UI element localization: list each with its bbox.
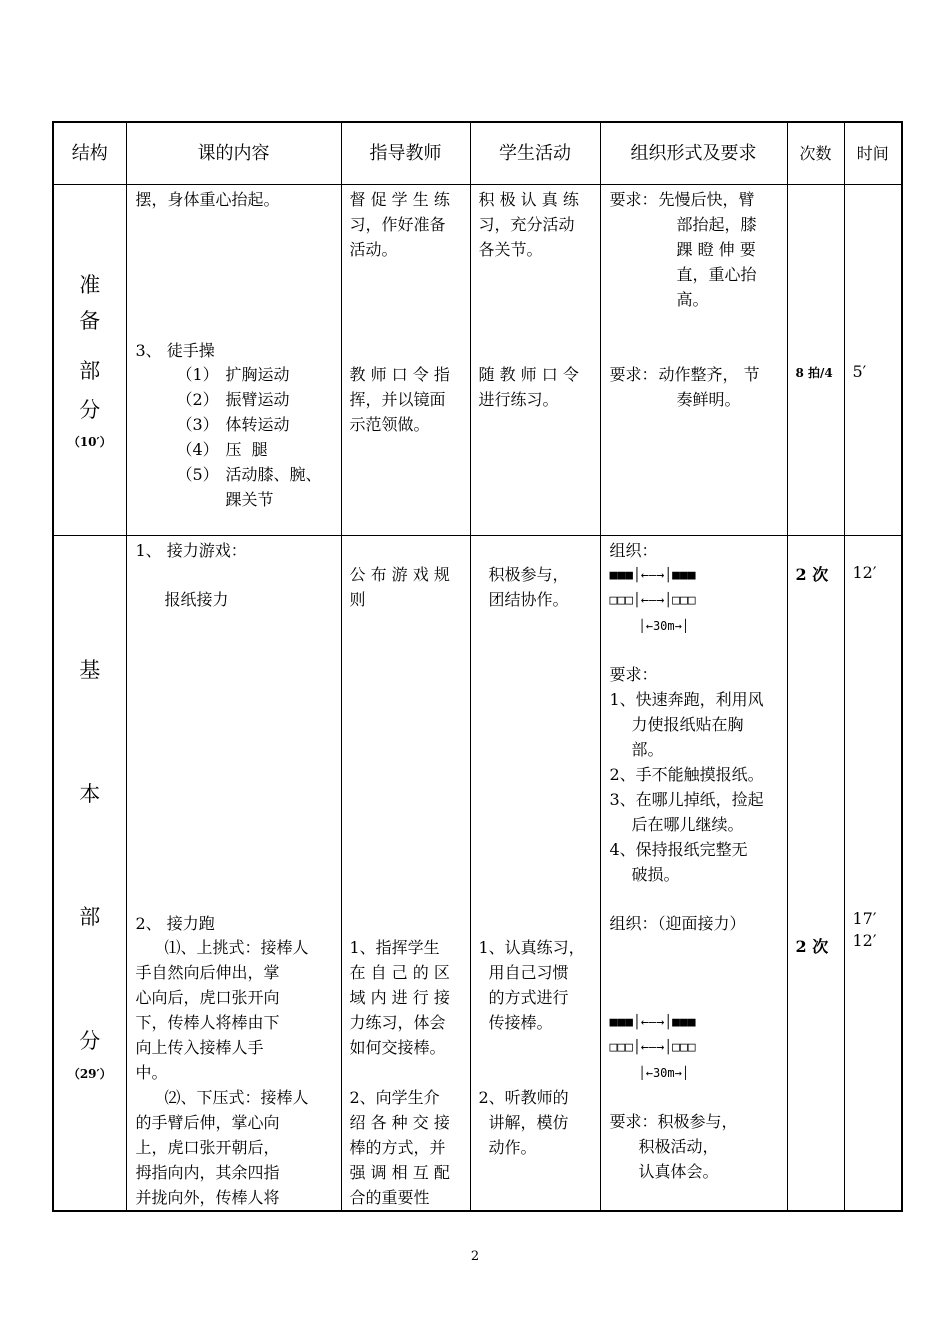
- exercise-num-2: （2）: [176, 389, 219, 409]
- main-req-label: 要求：: [609, 664, 658, 684]
- main-teacher-cell: [341, 535, 470, 1211]
- prep-teacher-block-2: [350, 362, 463, 437]
- text-line: 奏鲜明。: [676, 389, 741, 409]
- text-line: 拇指向内，其余四指: [135, 1162, 280, 1182]
- main-item2-body-b: [165, 1085, 335, 1110]
- text-line: 随 教 师 口 令: [478, 364, 579, 384]
- text-line: ⑴、上挑式：接棒人: [164, 937, 309, 957]
- text-line: 习，充分活动: [478, 214, 575, 234]
- prep-content-cell: [126, 184, 341, 535]
- text-line: 向上传入接棒人手: [135, 1037, 264, 1057]
- main-organization-cell: [600, 535, 787, 1211]
- main-item2-body-cont: [136, 960, 335, 1085]
- text-line: 2、向学生介: [349, 1087, 440, 1107]
- main-teacher-block-1: [350, 562, 463, 612]
- text-line: 力练习，体会: [349, 1012, 446, 1032]
- header-row: [53, 122, 902, 184]
- main-student-block-3: [479, 1085, 599, 1110]
- prep-student-cell: [470, 184, 600, 535]
- main-item2-body-b-cont: [136, 1110, 335, 1210]
- text-line: 强 调 相 互 配: [349, 1162, 450, 1182]
- text-line: 习，作好准备: [349, 214, 446, 234]
- main-student-block-3-cont: [489, 1110, 599, 1160]
- text-line: 下，传棒人将棒由下: [135, 1012, 280, 1032]
- exercise-num-3: （3）: [176, 414, 219, 434]
- text-line: 用自己习惯: [488, 962, 569, 982]
- text-line: 则: [349, 589, 366, 609]
- text-line: 团结协作。: [488, 589, 569, 609]
- text-line: 公 布 游 戏 规: [349, 564, 450, 584]
- header-content: 课的内容: [126, 122, 341, 184]
- exercise-name-4: 压 腿: [225, 439, 268, 459]
- main-row: [53, 535, 902, 1211]
- text-line: 活动。: [349, 239, 398, 259]
- main-student-block-2-cont: [489, 960, 599, 1035]
- main-time-1: 12′: [852, 562, 877, 582]
- exercise-name-5: 活动膝、腕、: [225, 464, 322, 484]
- prep-char-2: 备: [79, 308, 101, 333]
- prep-req2-block: [659, 362, 784, 412]
- text-line: 1、指挥学生: [349, 937, 440, 957]
- header-organization: 组织形式及要求: [600, 122, 787, 184]
- main-count-1: 2 次: [795, 564, 829, 584]
- exercise-name-1: 扩胸运动: [225, 364, 290, 384]
- main-count-cell: [787, 535, 844, 1211]
- main-req2-label: 要求：积极参与，: [609, 1111, 738, 1131]
- text-line: 4、保持报纸完整无: [609, 839, 748, 859]
- header-structure: 结构: [53, 122, 126, 184]
- exercise-name-5-cont: 踝关节: [225, 489, 274, 509]
- prep-count: 8 拍/4: [795, 365, 833, 380]
- formation-distance-2: │←30m→│: [638, 1065, 690, 1080]
- text-line: 2、手不能触摸报纸。: [609, 764, 764, 784]
- header-teacher: 指导教师: [341, 122, 470, 184]
- main-student-block-1: [489, 562, 599, 612]
- main-structure-cell: [53, 535, 126, 1211]
- prep-content-title: 3、 徒手操: [135, 340, 215, 360]
- text-line: 积 极 认 真 练: [478, 189, 579, 209]
- text-line: 各关节。: [478, 239, 543, 259]
- prep-organization-cell: [600, 184, 787, 535]
- lesson-plan-table: [52, 121, 903, 1212]
- text-line: 动作整齐， 节: [658, 364, 760, 384]
- header-time: 时间: [844, 122, 902, 184]
- main-count-2: 2 次: [795, 936, 829, 956]
- text-line: 部抬起，膝: [676, 214, 757, 234]
- header-student: 学生活动: [470, 122, 600, 184]
- main-org2-label: 组织：（迎面接力）: [609, 913, 746, 933]
- text-line: 力使报纸贴在胸: [631, 714, 744, 734]
- main-item2-title: 2、 接力跑: [135, 913, 215, 933]
- text-line: ⑵、下压式：接棒人: [164, 1087, 309, 1107]
- exercise-num-1: （1）: [176, 364, 219, 384]
- exercise-num-4: （4）: [176, 439, 219, 459]
- text-line: 积极参与，: [488, 564, 569, 584]
- text-line: 先慢后快，臂: [658, 189, 755, 209]
- text-line: 挥，并以镜面: [349, 389, 446, 409]
- main-req2-block: [639, 1134, 779, 1184]
- main-item1-title: 1、 接力游戏：: [135, 540, 247, 560]
- text-line: 上，虎口张开朝后，: [135, 1137, 280, 1157]
- text-line: 讲解，模仿: [488, 1112, 569, 1132]
- text-line: 3、在哪儿掉纸，捡起: [609, 789, 764, 809]
- text-line: 1、快速奔跑，利用风: [609, 689, 764, 709]
- text-line: 的手臂后伸，掌心向: [135, 1112, 280, 1132]
- prep-teacher-block-1: [350, 187, 463, 262]
- prep-minutes: （10′）: [67, 434, 112, 449]
- text-line: 破损。: [631, 864, 680, 884]
- prep-req2-label: 要求：: [609, 364, 658, 384]
- prep-teacher-cell: [341, 184, 470, 535]
- main-time-cell: [844, 535, 902, 1211]
- text-line: 的方式进行: [488, 987, 569, 1007]
- main-char-3: 部: [79, 904, 101, 929]
- exercise-num-5: （5）: [176, 464, 219, 484]
- text-line: 域 内 进 行 接: [349, 987, 450, 1007]
- text-line: 心向后，虎口张开向: [135, 987, 280, 1007]
- main-content-cell: [126, 535, 341, 1211]
- text-line: 督 促 学 生 练: [349, 189, 450, 209]
- main-item2-body: [165, 935, 335, 960]
- text-line: 传接棒。: [488, 1012, 553, 1032]
- main-time-2a: 17′: [852, 908, 877, 928]
- main-teacher-block-2: [350, 935, 463, 1060]
- text-line: 认真体会。: [638, 1161, 719, 1181]
- text-line: 积极活动，: [638, 1136, 719, 1156]
- prep-structure-cell: [53, 184, 126, 535]
- prep-count-cell: [787, 184, 844, 535]
- header-count: 次数: [787, 122, 844, 184]
- text-line: 如何交接棒。: [349, 1037, 446, 1057]
- text-line: 直，重心抬: [676, 264, 757, 284]
- prep-content-line0: 摆，身体重心抬起。: [135, 189, 280, 209]
- text-line: 并拢向外，传棒人将: [135, 1187, 280, 1207]
- text-line: 教 师 口 令 指: [349, 364, 450, 384]
- prep-req1-label: 要求：: [609, 189, 658, 209]
- prep-student-block-1: [479, 187, 593, 262]
- prep-req1-block: [659, 187, 779, 312]
- prep-time: 5′: [852, 361, 867, 381]
- main-item1-sub: 报纸接力: [164, 589, 229, 609]
- main-student-block-2: [479, 935, 599, 960]
- text-line: 合的重要性: [349, 1187, 430, 1207]
- main-teacher-block-3: [350, 1085, 463, 1210]
- prep-char-3: 部: [79, 358, 101, 383]
- text-line: 绍 各 种 交 接: [349, 1112, 450, 1132]
- exercise-name-3: 体转运动: [225, 414, 290, 434]
- text-line: 棒的方式，并: [349, 1137, 446, 1157]
- text-line: 踝 瞪 伸 要: [676, 239, 756, 259]
- text-line: 示范领做。: [349, 414, 430, 434]
- text-line: 后在哪儿继续。: [631, 814, 744, 834]
- prep-row: [53, 184, 902, 535]
- formation-row-filled-2: ■■■│←—→│■■■: [609, 1014, 696, 1030]
- text-line: 进行练习。: [478, 389, 559, 409]
- prep-char-4: 分: [79, 397, 101, 422]
- text-line: 1、认真练习，: [478, 937, 585, 957]
- text-line: 中。: [135, 1062, 168, 1082]
- main-org1-label: 组织：: [609, 540, 658, 560]
- text-line: 部。: [631, 739, 664, 759]
- formation-row-empty-2: □□□│←—→│□□□: [609, 1039, 696, 1055]
- text-line: 高。: [676, 289, 709, 309]
- main-char-1: 基: [79, 657, 101, 682]
- page-number: 2: [470, 1249, 480, 1264]
- main-req-block: [610, 687, 786, 887]
- exercise-name-2: 振臂运动: [225, 389, 290, 409]
- text-line: 在 自 己 的 区: [349, 962, 450, 982]
- main-char-2: 本: [79, 781, 101, 806]
- main-minutes: （29′）: [67, 1066, 112, 1081]
- prep-student-block-2: [479, 362, 593, 412]
- text-line: 动作。: [488, 1137, 537, 1157]
- text-line: 2、听教师的: [478, 1087, 569, 1107]
- prep-time-cell: [844, 184, 902, 535]
- main-student-cell: [470, 535, 600, 1211]
- formation-row-empty: □□□│←—→│□□□: [609, 592, 696, 608]
- main-time-2b: 12′: [852, 930, 877, 950]
- prep-char-1: 准: [79, 272, 101, 297]
- main-char-4: 分: [79, 1028, 101, 1053]
- text-line: 手自然向后伸出，掌: [135, 962, 280, 982]
- formation-row-filled: ■■■│←—→│■■■: [609, 567, 696, 583]
- formation-distance: │←30m→│: [638, 618, 690, 633]
